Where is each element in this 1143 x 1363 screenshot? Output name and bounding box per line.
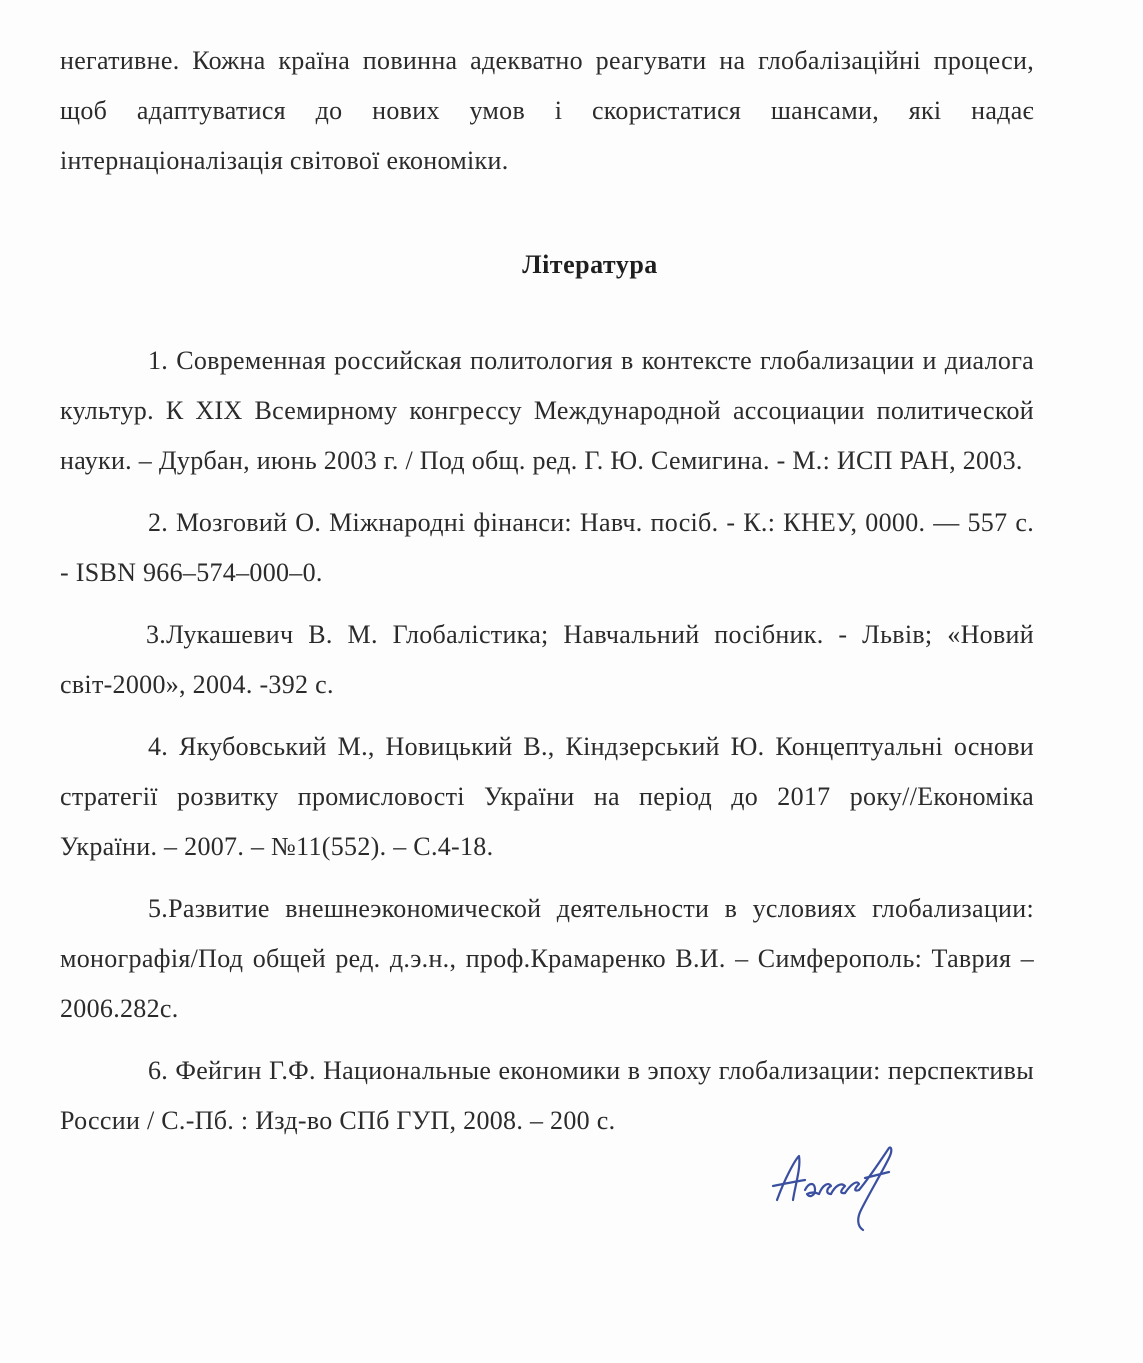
reference-item-1: 1. Современная российская политология в контексте глобализации и диалога культур. К XIX Всемирному конгрессу Международной ассоциации политической науки. – Дурбан, июнь 2003 г. / Под общ. ред. Г. Ю. Семигина. - М.: ИСП РАН, 2003. [60,346,1034,475]
references-heading: Література [522,250,658,279]
intro-paragraph [60,36,1034,186]
reference-item-4: 4. Якубовський М., Новицький В., Кіндзерський Ю. Концептуальні основи стратегії розвитку промисловості України на період до 2017 року//Економіка України. – 2007. – №11(552). – С.4-18. [60,732,1034,861]
reference-item-5: 5.Развитие внешнеэкономической деятельности в условиях глобализации: монографія/Под общей ред. д.э.н., проф.Крамаренко В.И. – Симферополь: Таврия – 2006.282с. [60,894,1034,1023]
reference-item-6: 6. Фейгин Г.Ф. Национальные економики в эпоху глобализации: перспективы России / С.-Пб. : Изд-во СПб ГУП, 2008. – 200 с. [60,1056,1034,1135]
handwritten-signature [765,1138,900,1238]
reference-item-3: 3.Лукашевич В. М. Глобалістика; Навчальний посібник. - Львів; «Новий світ-2000», 2004. -392 с. [60,620,1034,699]
intro-text: негативне. Кожна країна повинна адекватно реагувати на глобалізаційні процеси, щоб адаптуватися до нових умов і скористатися шансами, які надає інтернаціоналізація світової економіки. [60,46,1034,175]
reference-item-2: 2. Мозговий О. Міжнародні фінанси: Навч. посіб. - К.: КНЕУ, 0000. — 557 с. - ISBN 966–574–000–0. [60,508,1034,587]
references-list [60,336,1034,1158]
signature-graphic [765,1138,900,1238]
